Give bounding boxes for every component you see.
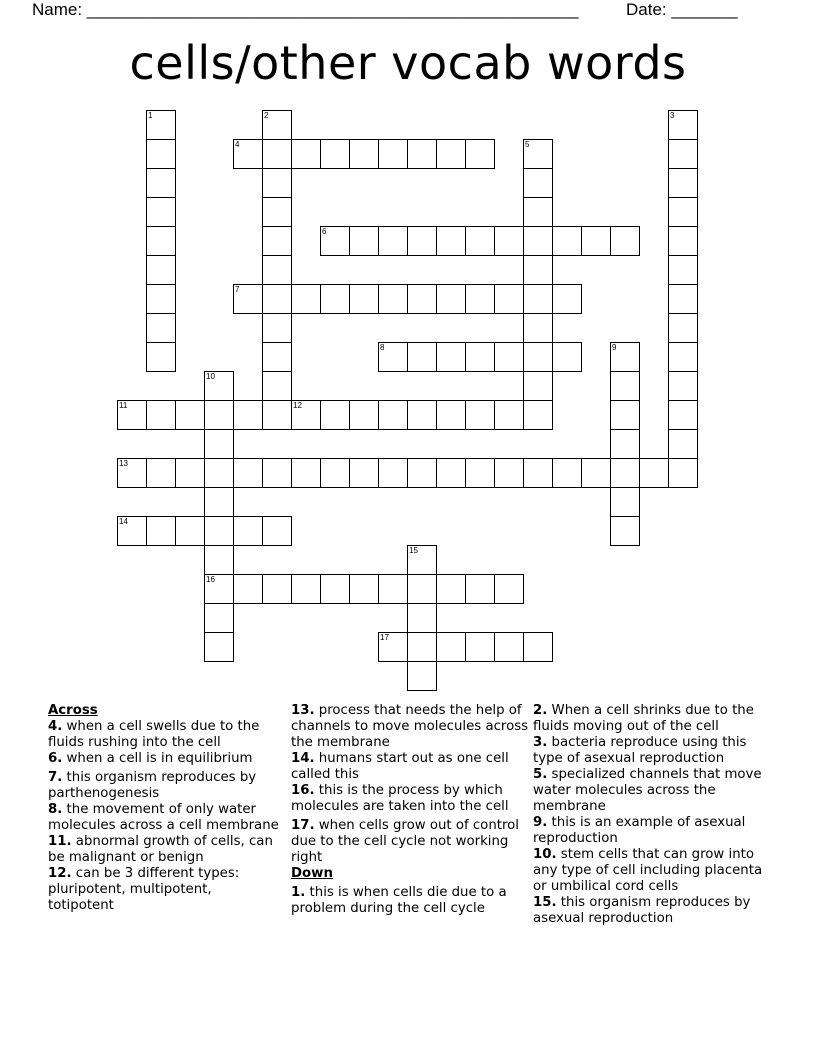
clue-text: bacteria reproduce using this type of asexual reproduction xyxy=(533,735,747,766)
grid-cell[interactable] xyxy=(523,632,553,662)
grid-cell[interactable] xyxy=(668,313,698,343)
grid-cell[interactable] xyxy=(320,400,350,430)
grid-cell[interactable] xyxy=(349,574,379,604)
grid-cell[interactable] xyxy=(465,139,495,169)
grid-cell[interactable] xyxy=(291,400,321,430)
clues-column-1 xyxy=(48,703,280,914)
grid-cell[interactable] xyxy=(639,458,669,488)
down-clue xyxy=(533,895,773,927)
clue-number: 15. xyxy=(533,895,557,910)
clue-text: process that needs the help of channels to move molecules across the membrane xyxy=(291,703,529,750)
grid-cell[interactable] xyxy=(146,342,176,372)
grid-cell[interactable] xyxy=(320,574,350,604)
grid-cell[interactable] xyxy=(117,458,147,488)
grid-cell[interactable] xyxy=(610,371,640,401)
grid-cell[interactable] xyxy=(523,313,553,343)
clue-number: 12. xyxy=(48,866,72,881)
clue-number: 16 xyxy=(206,575,215,584)
grid-cell[interactable] xyxy=(668,371,698,401)
grid-cell[interactable] xyxy=(262,255,292,285)
grid-cell[interactable] xyxy=(436,342,466,372)
clue-number: 13 xyxy=(119,459,128,468)
clue-number: 9 xyxy=(612,343,617,352)
grid-cell[interactable] xyxy=(146,168,176,198)
grid-cell[interactable] xyxy=(523,284,553,314)
across-clue xyxy=(48,719,280,751)
clue-number: 1. xyxy=(291,885,306,900)
grid-cell[interactable] xyxy=(610,400,640,430)
clue-number: 9. xyxy=(533,815,548,830)
grid-cell[interactable] xyxy=(668,110,698,140)
grid-cell[interactable] xyxy=(146,458,176,488)
grid-cell[interactable] xyxy=(204,487,234,517)
grid-cell[interactable] xyxy=(204,603,234,633)
grid-cell[interactable] xyxy=(378,400,408,430)
clue-number: 6 xyxy=(322,227,327,236)
grid-cell[interactable] xyxy=(378,342,408,372)
grid-cell[interactable] xyxy=(407,458,437,488)
clue-number: 5 xyxy=(525,140,530,149)
grid-cell[interactable] xyxy=(204,458,234,488)
grid-cell[interactable] xyxy=(262,284,292,314)
grid-cell[interactable] xyxy=(668,255,698,285)
grid-cell[interactable] xyxy=(523,168,553,198)
clue-text: can be 3 different types: pluripotent, multipotent, totipotent xyxy=(48,866,240,913)
clue-number: 11 xyxy=(119,401,128,410)
grid-cell[interactable] xyxy=(320,226,350,256)
clues-column-2 xyxy=(291,703,531,917)
grid-cell[interactable] xyxy=(465,342,495,372)
grid-cell[interactable] xyxy=(407,574,437,604)
grid-cell[interactable] xyxy=(262,516,292,546)
clue-number: 2 xyxy=(264,111,269,120)
clue-text: the movement of only water molecules across a cell membrane xyxy=(48,802,279,833)
grid-cell[interactable] xyxy=(436,574,466,604)
clue-text: when a cell is in equilibrium xyxy=(66,751,253,766)
across-clue xyxy=(48,834,280,866)
grid-cell[interactable] xyxy=(233,400,263,430)
grid-cell[interactable] xyxy=(117,516,147,546)
grid-cell[interactable] xyxy=(552,458,582,488)
grid-cell[interactable] xyxy=(378,458,408,488)
clue-number: 14. xyxy=(291,751,315,766)
clue-number: 1 xyxy=(148,111,153,120)
clue-number: 4. xyxy=(48,719,63,734)
grid-cell[interactable] xyxy=(233,574,263,604)
grid-cell[interactable] xyxy=(407,661,437,691)
grid-cell[interactable] xyxy=(465,458,495,488)
clue-number: 11. xyxy=(48,834,72,849)
grid-cell[interactable] xyxy=(668,226,698,256)
clue-text: this is the process by which molecules are taken into the cell xyxy=(291,783,509,814)
grid-cell[interactable] xyxy=(262,400,292,430)
grid-cell[interactable] xyxy=(378,139,408,169)
grid-cell[interactable] xyxy=(291,458,321,488)
across-clue xyxy=(291,703,531,751)
clue-text: humans start out as one cell called this xyxy=(291,751,509,782)
grid-cell[interactable] xyxy=(523,342,553,372)
down-clue xyxy=(533,767,773,815)
clue-text: when cells grow out of control due to the cell cycle not working right xyxy=(291,818,519,865)
grid-cell[interactable] xyxy=(204,574,234,604)
grid-cell[interactable] xyxy=(552,226,582,256)
grid-cell[interactable] xyxy=(291,574,321,604)
grid-cell[interactable] xyxy=(204,371,234,401)
clue-number: 7. xyxy=(48,770,63,785)
grid-cell[interactable] xyxy=(320,139,350,169)
grid-cell[interactable] xyxy=(204,400,234,430)
grid-cell[interactable] xyxy=(610,429,640,459)
grid-cell[interactable] xyxy=(233,516,263,546)
grid-cell[interactable] xyxy=(494,284,524,314)
grid-cell[interactable] xyxy=(610,487,640,517)
grid-cell[interactable] xyxy=(262,574,292,604)
grid-cell[interactable] xyxy=(349,226,379,256)
grid-cell[interactable] xyxy=(146,516,176,546)
grid-cell[interactable] xyxy=(436,284,466,314)
clue-text: this organism reproduces by asexual reproduction xyxy=(533,895,751,926)
across-clue xyxy=(291,783,531,815)
grid-cell[interactable] xyxy=(407,632,437,662)
grid-cell[interactable] xyxy=(262,458,292,488)
grid-cell[interactable] xyxy=(349,400,379,430)
grid-cell[interactable] xyxy=(146,226,176,256)
grid-cell[interactable] xyxy=(465,400,495,430)
date-field: Date: _______ xyxy=(626,0,738,19)
grid-cell[interactable] xyxy=(465,284,495,314)
clue-number: 17 xyxy=(380,633,389,642)
grid-cell[interactable] xyxy=(668,284,698,314)
grid-cell[interactable] xyxy=(465,574,495,604)
grid-cell[interactable] xyxy=(175,400,205,430)
clue-number: 12 xyxy=(293,401,302,410)
grid-cell[interactable] xyxy=(523,139,553,169)
grid-cell[interactable] xyxy=(204,429,234,459)
clue-number: 6. xyxy=(48,751,63,766)
grid-cell[interactable] xyxy=(668,458,698,488)
grid-cell[interactable] xyxy=(291,139,321,169)
grid-cell[interactable] xyxy=(262,197,292,227)
grid-cell[interactable] xyxy=(668,342,698,372)
clue-number: 4 xyxy=(235,140,240,149)
grid-cell[interactable] xyxy=(262,342,292,372)
grid-cell[interactable] xyxy=(581,226,611,256)
across-heading: Across xyxy=(48,703,98,718)
down-heading: Down xyxy=(291,866,333,881)
grid-cell[interactable] xyxy=(668,139,698,169)
clue-text: stem cells that can grow into any type of cell including placenta or umbilical cord cells xyxy=(533,847,763,894)
clue-number: 15 xyxy=(409,546,418,555)
grid-cell[interactable] xyxy=(407,139,437,169)
grid-cell[interactable] xyxy=(146,313,176,343)
grid-cell[interactable] xyxy=(262,313,292,343)
clue-number: 16. xyxy=(291,783,315,798)
clues-column-3 xyxy=(533,703,773,927)
grid-cell[interactable] xyxy=(523,197,553,227)
grid-cell[interactable] xyxy=(668,197,698,227)
clue-number: 5. xyxy=(533,767,548,782)
grid-cell[interactable] xyxy=(204,632,234,662)
name-field: Name: ____________________________________________________ xyxy=(32,0,579,19)
across-clue xyxy=(48,866,280,914)
grid-cell[interactable] xyxy=(407,226,437,256)
grid-cell[interactable] xyxy=(204,516,234,546)
grid-cell[interactable] xyxy=(494,226,524,256)
grid-cell[interactable] xyxy=(668,400,698,430)
grid-cell[interactable] xyxy=(552,284,582,314)
across-clue xyxy=(48,770,280,802)
down-clue xyxy=(533,847,773,895)
grid-cell[interactable] xyxy=(436,139,466,169)
clue-number: 10 xyxy=(206,372,215,381)
grid-cell[interactable] xyxy=(146,284,176,314)
clue-number: 17. xyxy=(291,818,315,833)
grid-cell[interactable] xyxy=(146,110,176,140)
grid-cell[interactable] xyxy=(494,574,524,604)
grid-cell[interactable] xyxy=(610,458,640,488)
clue-text: abnormal growth of cells, can be malignant or benign xyxy=(48,834,273,865)
across-clue xyxy=(291,751,531,783)
clue-number: 8. xyxy=(48,802,63,817)
across-clue xyxy=(291,818,531,866)
grid-cell[interactable] xyxy=(407,400,437,430)
grid-cell[interactable] xyxy=(320,458,350,488)
grid-cell[interactable] xyxy=(668,168,698,198)
grid-cell[interactable] xyxy=(523,400,553,430)
grid-cell[interactable] xyxy=(146,197,176,227)
grid-cell[interactable] xyxy=(407,603,437,633)
grid-cell[interactable] xyxy=(262,371,292,401)
grid-cell[interactable] xyxy=(262,168,292,198)
grid-cell[interactable] xyxy=(349,284,379,314)
across-clue xyxy=(48,802,280,834)
grid-cell[interactable] xyxy=(320,284,350,314)
grid-cell[interactable] xyxy=(378,226,408,256)
clue-number: 10. xyxy=(533,847,557,862)
grid-cell[interactable] xyxy=(407,342,437,372)
clue-number: 3. xyxy=(533,735,548,750)
grid-cell[interactable] xyxy=(146,255,176,285)
clue-text: specialized channels that move water molecules across the membrane xyxy=(533,767,762,814)
grid-cell[interactable] xyxy=(494,400,524,430)
grid-cell[interactable] xyxy=(465,226,495,256)
grid-cell[interactable] xyxy=(378,284,408,314)
grid-cell[interactable] xyxy=(436,226,466,256)
clue-text: this organism reproduces by parthenogenesis xyxy=(48,770,257,801)
clue-number: 13. xyxy=(291,703,315,718)
grid-cell[interactable] xyxy=(146,139,176,169)
grid-cell[interactable] xyxy=(204,545,234,575)
grid-cell[interactable] xyxy=(610,516,640,546)
grid-cell[interactable] xyxy=(523,371,553,401)
grid-cell[interactable] xyxy=(291,284,321,314)
grid-cell[interactable] xyxy=(552,342,582,372)
grid-cell[interactable] xyxy=(349,458,379,488)
grid-cell[interactable] xyxy=(262,110,292,140)
grid-cell[interactable] xyxy=(262,226,292,256)
grid-cell[interactable] xyxy=(523,458,553,488)
grid-cell[interactable] xyxy=(610,342,640,372)
grid-cell[interactable] xyxy=(378,574,408,604)
grid-cell[interactable] xyxy=(233,458,263,488)
down-clue xyxy=(533,735,773,767)
grid-cell[interactable] xyxy=(117,400,147,430)
clue-number: 8 xyxy=(380,343,385,352)
clue-text: when a cell swells due to the fluids rushing into the cell xyxy=(48,719,260,750)
clue-number: 14 xyxy=(119,517,128,526)
grid-cell[interactable] xyxy=(262,139,292,169)
grid-cell[interactable] xyxy=(523,255,553,285)
clue-number: 2. xyxy=(533,703,548,718)
grid-cell[interactable] xyxy=(610,226,640,256)
grid-cell[interactable] xyxy=(233,284,263,314)
clue-number: 3 xyxy=(670,111,675,120)
grid-cell[interactable] xyxy=(146,400,176,430)
down-clue xyxy=(533,815,773,847)
grid-cell[interactable] xyxy=(407,545,437,575)
grid-cell[interactable] xyxy=(523,226,553,256)
grid-cell[interactable] xyxy=(465,632,495,662)
grid-cell[interactable] xyxy=(436,400,466,430)
grid-cell[interactable] xyxy=(436,458,466,488)
grid-cell[interactable] xyxy=(349,139,379,169)
down-clue xyxy=(291,885,531,917)
clue-text: this is an example of asexual reproduction xyxy=(533,815,746,846)
down-clue xyxy=(533,703,773,735)
across-clue xyxy=(48,751,280,767)
grid-cell[interactable] xyxy=(378,632,408,662)
page-title: cells/other vocab words xyxy=(129,36,687,90)
grid-cell[interactable] xyxy=(407,284,437,314)
grid-cell[interactable] xyxy=(436,632,466,662)
grid-cell[interactable] xyxy=(494,458,524,488)
grid-cell[interactable] xyxy=(581,458,611,488)
clue-number: 7 xyxy=(235,285,240,294)
grid-cell[interactable] xyxy=(233,139,263,169)
grid-cell[interactable] xyxy=(175,458,205,488)
grid-cell[interactable] xyxy=(494,342,524,372)
grid-cell[interactable] xyxy=(175,516,205,546)
grid-cell[interactable] xyxy=(494,632,524,662)
grid-cell[interactable] xyxy=(668,429,698,459)
clue-text: this is when cells die due to a problem during the cell cycle xyxy=(291,885,507,916)
clue-text: When a cell shrinks due to the fluids moving out of the cell xyxy=(533,703,754,734)
